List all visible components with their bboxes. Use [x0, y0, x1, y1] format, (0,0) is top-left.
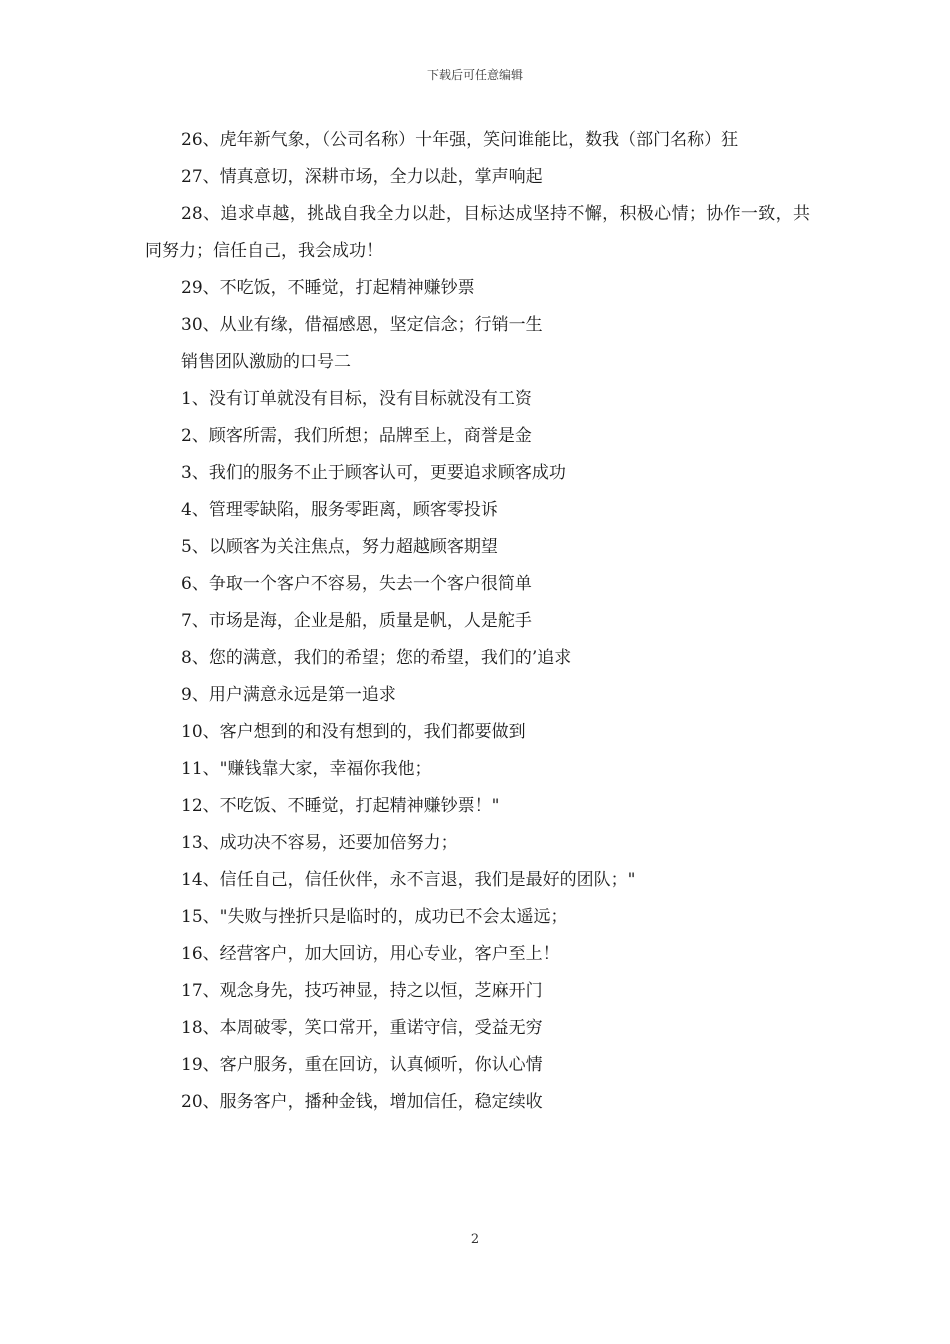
list-item: 20、服务客户，播种金钱，增加信任，稳定续收 [181, 1092, 543, 1112]
list-item: 13、成功决不容易，还要加倍努力； [181, 833, 458, 853]
paragraph-27: 27、情真意切，深耕市场，全力以赴，掌声响起 [181, 167, 543, 187]
list-item: 14、信任自己，信任伙伴，永不言退，我们是最好的团队；" [181, 870, 636, 890]
list-item: 9、用户满意永远是第一追求 [181, 685, 396, 705]
paragraph-26: 26、虎年新气象，（公司名称）十年强，笑问谁能比，数我（部门名称）狂 [181, 130, 739, 150]
list-item: 1、没有订单就没有目标，没有目标就没有工资 [181, 389, 532, 409]
section-heading: 销售团队激励的口号二 [181, 352, 351, 372]
list-item: 7、市场是海，企业是船，质量是帆，人是舵手 [181, 611, 532, 631]
paragraph-30: 30、从业有缘，借福感恩，坚定信念；行销一生 [181, 315, 543, 335]
list-item: 2、顾客所需，我们所想；品牌至上，商誉是金 [181, 426, 532, 446]
list-item: 3、我们的服务不止于顾客认可，更要追求顾客成功 [181, 463, 566, 483]
list-item: 17、观念身先，技巧神显，持之以恒，芝麻开门 [181, 981, 543, 1001]
list-item: 6、争取一个客户不容易，失去一个客户很简单 [181, 574, 532, 594]
page-header: 下载后可任意编辑 [426, 68, 523, 82]
document-body [145, 122, 810, 1121]
list-item: 16、经营客户，加大回访，用心专业，客户至上！ [181, 944, 560, 964]
paragraph-28: 28、追求卓越，挑战自我全力以赴，目标达成坚持不懈，积极心情；协作一致，共同努力；信任自己，我会成功！ [145, 204, 810, 261]
paragraph-29: 29、不吃饭，不睡觉，打起精神赚钞票 [181, 278, 475, 298]
list-item: 18、本周破零，笑口常开，重诺守信，受益无穷 [181, 1018, 543, 1038]
list-item: 8、您的满意，我们的希望；您的希望，我们的’追求 [181, 648, 572, 668]
list-item: 12、不吃饭、不睡觉，打起精神赚钞票！" [181, 796, 500, 816]
list-item: 19、客户服务，重在回访，认真倾听，你认心情 [181, 1055, 543, 1075]
list-item: 4、管理零缺陷，服务零距离，顾客零投诉 [181, 500, 498, 520]
list-item: 10、客户想到的和没有想到的，我们都要做到 [181, 722, 526, 742]
list-item: 11、"赚钱靠大家，幸福你我他； [181, 759, 432, 779]
list-item: 5、以顾客为关注焦点，努力超越顾客期望 [181, 537, 498, 557]
page-number: 2 [470, 1232, 480, 1247]
list-item: 15、"失败与挫折只是临时的，成功已不会太遥远； [181, 907, 568, 927]
